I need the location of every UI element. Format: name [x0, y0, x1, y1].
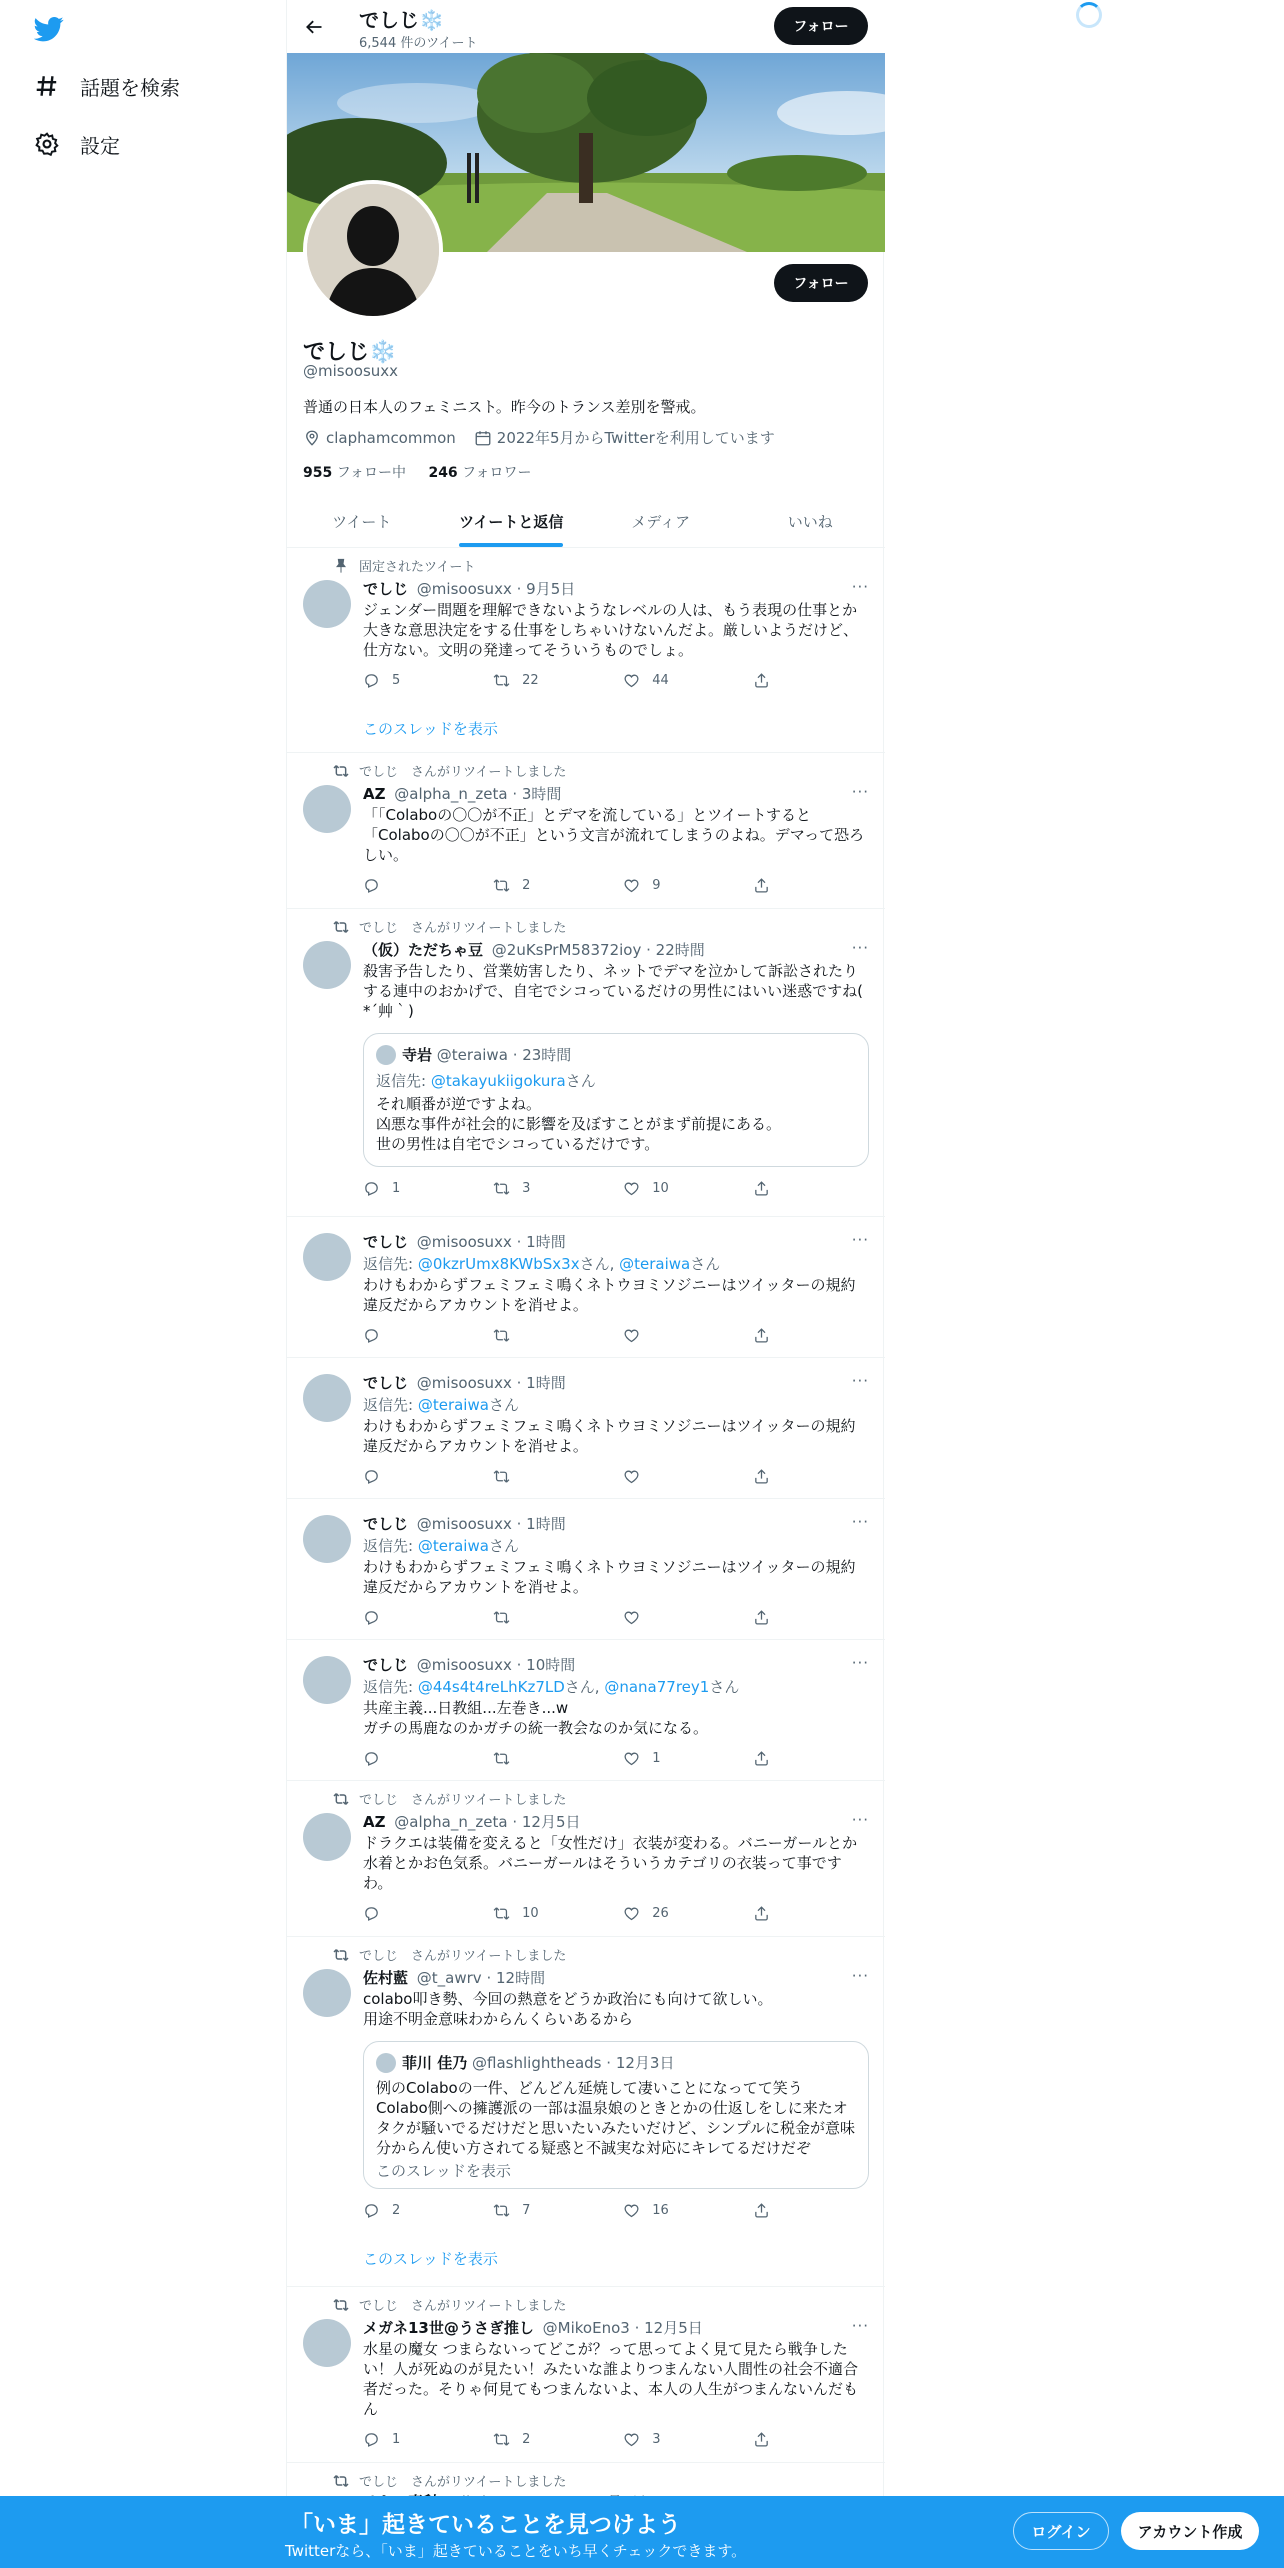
reply-to-link[interactable]: @nana77rey1	[604, 1678, 710, 1696]
retweet-icon	[493, 672, 510, 689]
tweet-actions	[363, 672, 783, 689]
tweet-text: ドラクエは装備を変えると「女性だけ」衣装が変わる。バニーガールとか水着とかお色気系。バニーガールはそういうカテゴリの衣装って事ですわ。	[363, 1834, 858, 1892]
tweet-header: でしじ @misoosuxx · 1時間	[363, 1374, 566, 1392]
hashtag-icon	[34, 73, 60, 99]
share-button[interactable]	[753, 672, 783, 689]
heart-icon	[623, 2202, 640, 2219]
retweet-icon	[493, 1609, 510, 1626]
reply-icon	[363, 1750, 380, 1767]
reply-icon	[363, 1180, 380, 1197]
tab-likes[interactable]: いいね	[787, 513, 833, 531]
retweet-icon	[493, 1327, 510, 1344]
reply-button[interactable]	[363, 1327, 493, 1344]
retweet-button[interactable]	[493, 1468, 623, 1485]
like-button[interactable]: 44	[623, 672, 753, 689]
heart-icon	[623, 1750, 640, 1767]
retweet-small-icon	[333, 2297, 349, 2313]
reply-icon	[363, 672, 380, 689]
tweet[interactable]	[287, 909, 885, 1217]
pinned-label: 固定されたツイート	[333, 556, 475, 575]
retweet-label: でしじ さんがリツイートしました	[333, 761, 566, 780]
share-icon	[753, 1468, 770, 1485]
profile-location: claphamcommon	[326, 428, 456, 447]
retweet-small-icon	[333, 2473, 349, 2489]
heart-icon	[623, 2431, 640, 2448]
tweet-actions	[363, 1905, 783, 1922]
reply-to-link[interactable]: @teraiwa	[417, 1396, 489, 1414]
header-follow-button[interactable]: フォロー	[774, 7, 868, 45]
tweet-header: AZ @alpha_n_zeta · 12月5日	[363, 1813, 581, 1831]
reply-button[interactable]	[363, 1468, 493, 1485]
pin-icon	[333, 558, 349, 574]
tab-tweets[interactable]: ツイート	[332, 513, 392, 531]
retweet-small-icon	[333, 1791, 349, 1807]
profile-meta	[303, 427, 775, 448]
share-button[interactable]	[753, 1180, 783, 1197]
tweet-text: ジェンダー問題を理解できないようなレベルの人は、もう表現の仕事とか大きな意思決定をする仕事をしちゃいけないんだよ。厳しいようだけど、仕方ない。文明の発達ってそういうものでしょ。	[363, 601, 859, 659]
reply-button[interactable]	[363, 1609, 493, 1626]
tweet-text: わけもわからずフェミフェミ鳴くネトウヨミソジニーはツイッターの規約違反だからアカウントを消せよ。	[363, 1417, 856, 1455]
tweet-more-button[interactable]: ···	[851, 939, 869, 957]
heart-icon	[623, 1468, 640, 1485]
retweet-button[interactable]: 7	[493, 2202, 623, 2219]
profile-handle: @misoosuxx	[303, 362, 399, 380]
show-thread-link[interactable]: このスレッドを表示	[363, 2250, 498, 2268]
followers-link[interactable]: 246 フォロワー	[428, 465, 532, 481]
reply-to-link[interactable]: @teraiwa	[417, 1537, 489, 1555]
retweet-button[interactable]: 2	[493, 877, 623, 894]
share-button[interactable]	[753, 1327, 783, 1344]
like-button[interactable]	[623, 1327, 753, 1344]
tweet-avatar[interactable]	[303, 1233, 351, 1281]
reply-button[interactable]: 1	[363, 2431, 493, 2448]
tab-media[interactable]: メディア	[631, 513, 691, 531]
quoted-tweet-header: 菲川 佳乃 @flashlightheads · 12月3日	[376, 2052, 674, 2073]
reply-button[interactable]: 2	[363, 2202, 493, 2219]
tweet-more-button[interactable]: ···	[851, 1231, 869, 1249]
header-name: でしじ❄️	[359, 8, 444, 32]
reply-button[interactable]: 1	[363, 1180, 493, 1197]
share-icon	[753, 1905, 770, 1922]
retweet-icon	[493, 1750, 510, 1767]
share-icon	[753, 1327, 770, 1344]
loading-spinner-icon	[1076, 2, 1102, 28]
reply-icon	[363, 1327, 380, 1344]
signup-banner-subtitle: Twitterなら、「いま」起きていることをいち早くチェックできます。	[285, 2542, 747, 2560]
profile-bio: 普通の日本人のフェミニスト。昨今のトランス差別を警戒。	[303, 398, 706, 416]
tweet-more-button[interactable]: ···	[851, 578, 869, 596]
signup-button[interactable]: アカウント作成	[1121, 2512, 1259, 2550]
tweet-text: 殺害予告したり、営業妨害したり、ネットでデマを泣かして訴訟されたりする連中のおかげで、自宅でシコっているだけの男性にはいい迷惑ですね( *´艸｀)	[363, 962, 863, 1020]
tweet-avatar[interactable]	[303, 1656, 351, 1704]
share-icon	[753, 2202, 770, 2219]
profile-follow-stats	[303, 462, 531, 482]
reply-to-link[interactable]: @0kzrUmx8KWbSx3x	[417, 1255, 580, 1273]
tweet-actions	[363, 877, 783, 894]
gear-icon	[34, 131, 60, 157]
reply-button[interactable]	[363, 1750, 493, 1767]
login-button[interactable]: ログイン	[1013, 2512, 1109, 2550]
like-button[interactable]: 3	[623, 2431, 753, 2448]
reply-button[interactable]	[363, 877, 493, 894]
tweet[interactable]	[287, 753, 885, 909]
reply-to: 返信先: @teraiwaさん	[363, 1396, 519, 1414]
retweet-button[interactable]	[493, 1750, 623, 1767]
tweet[interactable]	[287, 1781, 885, 1937]
tweet-avatar[interactable]	[303, 1515, 351, 1563]
tweet-more-button[interactable]: ···	[851, 1654, 869, 1672]
reply-to-link[interactable]: @teraiwa	[619, 1255, 691, 1273]
tweet-header: AZ @alpha_n_zeta · 3時間	[363, 785, 562, 803]
tweet-more-button[interactable]: ···	[851, 2317, 869, 2335]
location-pin-icon	[303, 429, 321, 447]
show-thread-link[interactable]: このスレッドを表示	[363, 720, 498, 738]
nav-explore-label: 話題を検索	[80, 75, 180, 100]
like-button[interactable]: 16	[623, 2202, 753, 2219]
tweet-actions	[363, 2202, 783, 2219]
retweet-button[interactable]: 3	[493, 1180, 623, 1197]
quoted-tweet-text: それ順番が逆ですよね。 凶悪な事件が社会的に影響を及ぼすことがまず前提にある。 世の男性は自宅でシコっているだけです。	[376, 1095, 782, 1153]
retweet-icon	[493, 1468, 510, 1485]
share-button[interactable]	[753, 1750, 783, 1767]
share-icon	[753, 2431, 770, 2448]
retweet-icon	[493, 1180, 510, 1197]
tweet-text: colabo叩き勢、今回の熱意をどうか政治にも向けて欲しい。 用途不明金意味わからんくらいあるから	[363, 1990, 773, 2028]
retweet-button[interactable]: 10	[493, 1905, 623, 1922]
heart-icon	[623, 1327, 640, 1344]
retweet-label: でしじ さんがリツイートしました	[333, 1945, 566, 1964]
following-link[interactable]: 955 フォロー中	[303, 465, 406, 481]
tweet-avatar[interactable]	[303, 1969, 351, 2017]
avatar-image	[307, 184, 439, 316]
share-button[interactable]	[753, 2431, 783, 2448]
quoted-tweet[interactable]	[363, 2041, 869, 2189]
tweet-header: でしじ @misoosuxx · 1時間	[363, 1233, 566, 1251]
tweet-actions	[363, 1750, 783, 1767]
tweet[interactable]	[287, 1640, 885, 1781]
profile-avatar[interactable]	[303, 180, 443, 320]
reply-button[interactable]	[363, 1905, 493, 1922]
nav-settings-label: 設定	[80, 133, 120, 158]
profile-joined: 2022年5月からTwitterを利用しています	[496, 429, 775, 447]
reply-to: 返信先: @44s4t4reLhKz7LDさん, @nana77rey1さん	[363, 1678, 740, 1696]
quoted-avatar	[376, 1045, 396, 1065]
share-icon	[753, 672, 770, 689]
profile-column	[286, 0, 884, 2568]
heart-icon	[623, 1609, 640, 1626]
tweet-actions	[363, 1468, 783, 1485]
tweet-header: でしじ @misoosuxx · 1時間	[363, 1515, 566, 1533]
tweet-actions	[363, 2431, 783, 2448]
quoted-reply-to: 返信先: @takayukiigokuraさん	[376, 1072, 596, 1090]
like-button[interactable]	[623, 1468, 753, 1485]
tweet[interactable]	[287, 1217, 885, 1358]
like-button[interactable]: 1	[623, 1750, 753, 1767]
tweet-text: 水星の魔女 つまらないってどこが？って思ってよく見て見たら戦争したい！人が死ぬのが見たい！みたいな誰よりつまんない人間性の社会不適合者だった。そりゃ何見てもつまんないよ、本人の人生がつまんないんだもん	[363, 2340, 859, 2418]
reply-icon	[363, 2202, 380, 2219]
profile-tabs	[287, 496, 885, 548]
tweet[interactable]	[287, 1358, 885, 1499]
tweet-actions	[363, 1180, 783, 1197]
tweet-more-button[interactable]: ···	[851, 783, 869, 801]
nav-explore[interactable]	[34, 66, 180, 106]
tweet-avatar[interactable]	[303, 1813, 351, 1861]
retweet-label: でしじ さんがリツイートしました	[333, 1789, 566, 1808]
tweet-header: （仮）ただちゃ豆 @2uKsPrM58372ioy · 22時間	[363, 941, 705, 959]
tab-tweets-and-replies[interactable]: ツイートと返信	[437, 496, 587, 547]
retweet-label: でしじ さんがリツイートしました	[333, 917, 566, 936]
share-button[interactable]	[753, 1609, 783, 1626]
signup-banner-title: 「いま」起きていることを見つけよう	[290, 2512, 681, 2538]
reply-to: 返信先: @0kzrUmx8KWbSx3xさん, @teraiwaさん	[363, 1255, 721, 1273]
share-icon	[753, 1750, 770, 1767]
twitter-logo-icon[interactable]	[34, 14, 64, 44]
retweet-button[interactable]: 22	[493, 672, 623, 689]
tweet-header: 佐村藍 @t_awrv · 12時間	[363, 1969, 546, 1987]
retweet-icon	[493, 877, 510, 894]
tweet-more-button[interactable]: ···	[851, 1811, 869, 1829]
like-button[interactable]	[623, 1609, 753, 1626]
quoted-show-thread-link[interactable]: このスレッドを表示	[376, 2162, 511, 2180]
like-button[interactable]: 9	[623, 877, 753, 894]
tweet-more-button[interactable]: ···	[851, 1513, 869, 1531]
tweet-avatar[interactable]	[303, 580, 351, 628]
tweet-text: 「「Colaboの〇〇が不正」とデマを流している」とツイートすると「Colaboの〇〇が不正」という文言が流れてしまうのよね。デマって恐ろしい。	[363, 806, 865, 864]
arrow-left-icon	[304, 17, 324, 37]
tweet[interactable]	[287, 1937, 885, 2287]
share-button[interactable]	[753, 1468, 783, 1485]
tweet-avatar[interactable]	[303, 1374, 351, 1422]
tweet-actions	[363, 1327, 783, 1344]
reply-icon	[363, 2431, 380, 2448]
back-button[interactable]	[299, 12, 329, 42]
header-tweet-count: 6,544 件のツイート	[359, 36, 478, 51]
retweet-icon	[493, 1905, 510, 1922]
like-button[interactable]: 10	[623, 1180, 753, 1197]
tweet-text: わけもわからずフェミフェミ鳴くネトウヨミソジニーはツイッターの規約違反だからアカウントを消せよ。	[363, 1558, 856, 1596]
tweet-text: わけもわからずフェミフェミ鳴くネトウヨミソジニーはツイッターの規約違反だからアカウントを消せよ。	[363, 1276, 856, 1314]
tweet[interactable]	[287, 2287, 885, 2463]
profile-follow-button[interactable]: フォロー	[774, 264, 868, 302]
heart-icon	[623, 1905, 640, 1922]
tweet-avatar[interactable]	[303, 941, 351, 989]
heart-icon	[623, 1180, 640, 1197]
retweet-icon	[493, 2431, 510, 2448]
reply-icon	[363, 1609, 380, 1626]
share-icon	[753, 1180, 770, 1197]
share-button[interactable]	[753, 2202, 783, 2219]
tweet-actions	[363, 1609, 783, 1626]
retweet-button[interactable]: 2	[493, 2431, 623, 2448]
share-icon	[753, 1609, 770, 1626]
retweet-label: でしじ さんがリツイートしました	[333, 2471, 566, 2490]
tweet-avatar[interactable]	[303, 2319, 351, 2367]
tweet[interactable]	[287, 548, 885, 753]
share-icon	[753, 877, 770, 894]
quoted-avatar	[376, 2053, 396, 2073]
tweet-header: メガネ13世@うさぎ推し @MikoEno3 · 12月5日	[363, 2319, 703, 2337]
quoted-tweet[interactable]	[363, 1033, 869, 1167]
tweet-header: でしじ @misoosuxx · 9月5日	[363, 580, 576, 598]
quoted-tweet-header: 寺岩 @teraiwa · 23時間	[376, 1044, 571, 1065]
tweet-more-button[interactable]: ···	[851, 1372, 869, 1390]
reply-icon	[363, 1468, 380, 1485]
reply-to-link[interactable]: @44s4t4reLhKz7LD	[417, 1678, 565, 1696]
profile-header-bar	[287, 0, 885, 53]
retweet-small-icon	[333, 763, 349, 779]
signup-banner	[0, 2496, 1284, 2568]
nav-settings[interactable]	[34, 124, 120, 164]
quoted-tweet-text: 例のColaboの一件、どんどん延焼して凄いことになってて笑う Colabo側への擁護派の一部は温泉娘のときとかの仕返しをしに来たオタクが騒いでるだけだと思いたいみたいだけど、シンプルに税金が意味分からん使い方されてる疑惑と不誠実な対応にキレてるだけだぞ	[376, 2079, 856, 2157]
tweet[interactable]	[287, 1499, 885, 1640]
tweet-text: 共産主義...日教組...左巻き...w ガチの馬鹿なのかガチの統一教会なのか気になる。	[363, 1699, 709, 1737]
reply-to: 返信先: @teraiwaさん	[363, 1537, 519, 1555]
heart-icon	[623, 672, 640, 689]
tweet-header: でしじ @misoosuxx · 10時間	[363, 1656, 576, 1674]
share-button[interactable]	[753, 877, 783, 894]
like-button[interactable]: 26	[623, 1905, 753, 1922]
retweet-icon	[493, 2202, 510, 2219]
retweet-small-icon	[333, 919, 349, 935]
retweet-label: でしじ さんがリツイートしました	[333, 2295, 566, 2314]
reply-icon	[363, 877, 380, 894]
heart-icon	[623, 877, 640, 894]
tweet-avatar[interactable]	[303, 785, 351, 833]
reply-icon	[363, 1905, 380, 1922]
reply-button[interactable]: 5	[363, 672, 493, 689]
share-button[interactable]	[753, 1905, 783, 1922]
profile-name: でしじ❄️	[303, 340, 397, 365]
retweet-small-icon	[333, 1947, 349, 1963]
retweet-button[interactable]	[493, 1327, 623, 1344]
tweet-more-button[interactable]: ···	[851, 1967, 869, 1985]
calendar-icon	[474, 429, 492, 447]
retweet-button[interactable]	[493, 1609, 623, 1626]
